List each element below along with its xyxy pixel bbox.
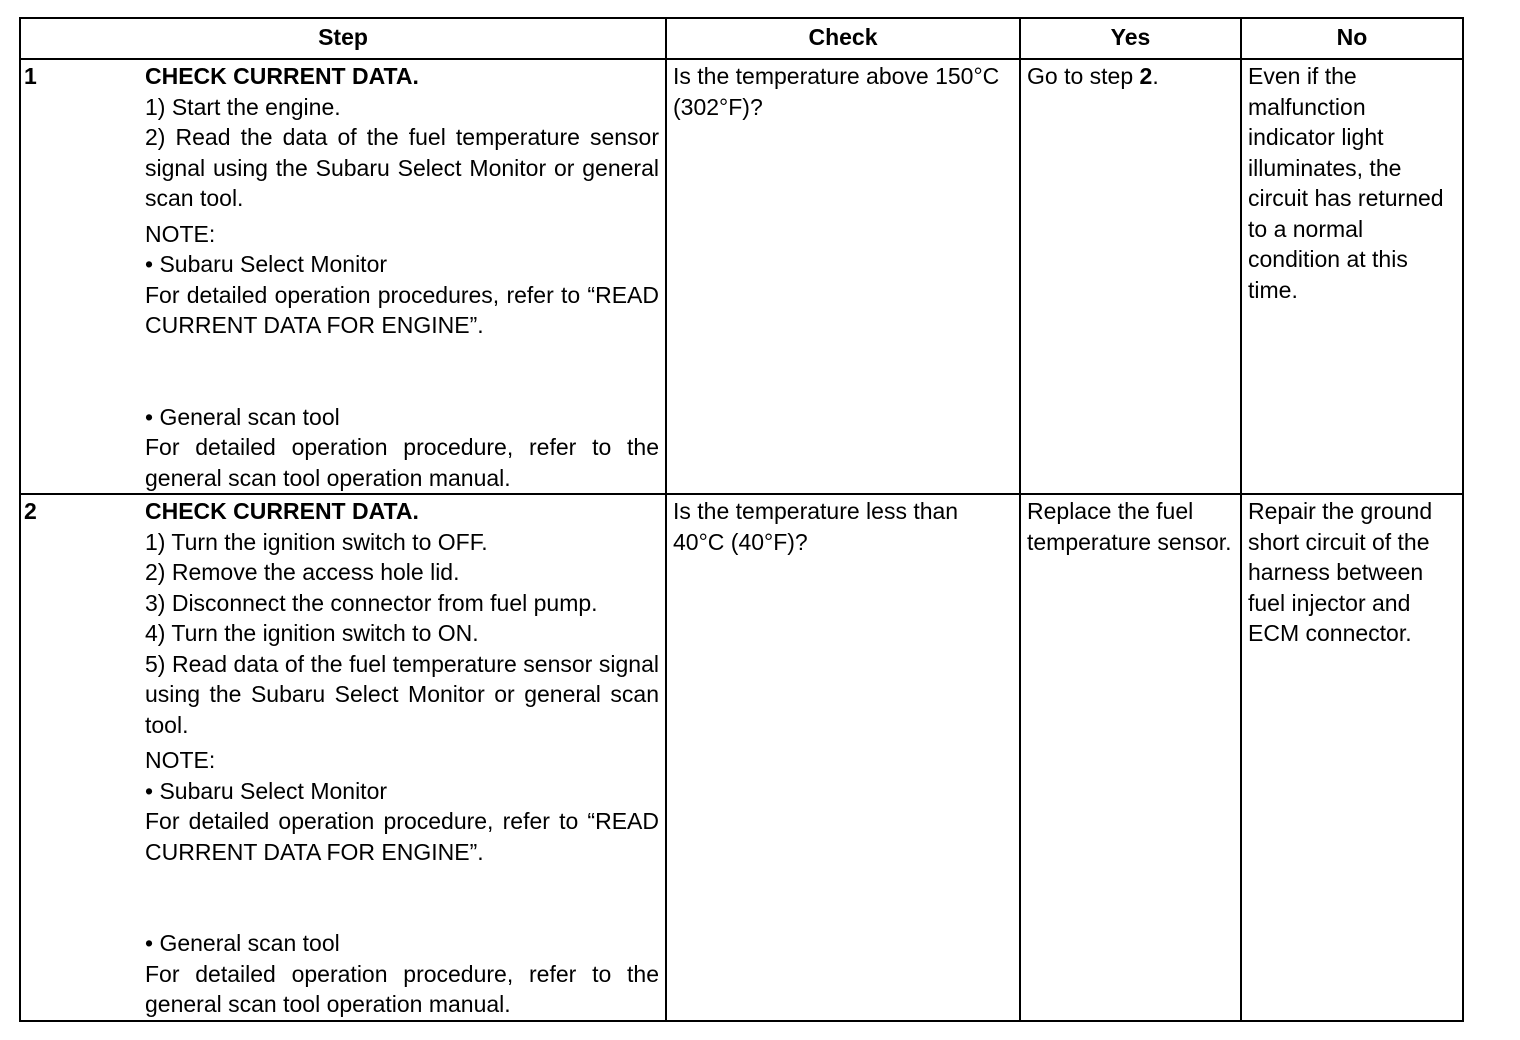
yes-suffix: . <box>1152 63 1159 89</box>
check-cell: Is the temperature less than 40°C (40°F)? <box>666 494 1020 1021</box>
instruction-item: 5) Read data of the fuel temperature sensor signal using the Subaru Select Monitor or general scan tool. <box>145 650 659 738</box>
yes-cell <box>1020 59 1241 494</box>
instruction-item: 4) Turn the ignition switch to ON. <box>145 620 479 646</box>
header-yes: Yes <box>1020 18 1241 59</box>
step-title: CHECK CURRENT DATA. <box>145 63 419 89</box>
note-label: NOTE: <box>145 220 216 247</box>
step-title: CHECK CURRENT DATA. <box>145 498 419 524</box>
bullet-item: • General scan tool <box>145 928 659 959</box>
table-header-row <box>20 18 1463 59</box>
instruction-item: 2) Read the data of the fuel temperature sensor signal using the Subaru Select Monitor or general scan tool. <box>145 124 659 211</box>
bullet-item: • Subaru Select Monitor <box>145 776 659 807</box>
note-label: NOTE: <box>145 747 216 773</box>
step-content <box>145 59 666 494</box>
instruction-item: 2) Remove the access hole lid. <box>145 559 460 585</box>
step-number: 1 <box>20 59 145 494</box>
note-text: For detailed operation procedures, refer to “READ CURRENT DATA FOR ENGINE”. <box>145 281 659 338</box>
check-cell: Is the temperature above 150°C (302°F)? <box>666 59 1020 494</box>
header-check: Check <box>666 18 1020 59</box>
note-text: For detailed operation procedure, refer to the general scan tool operation manual. <box>145 960 659 1017</box>
instruction-item: 1) Start the engine. <box>145 93 341 120</box>
note-text: For detailed operation procedure, refer to “READ CURRENT DATA FOR ENGINE”. <box>145 808 659 865</box>
yes-step-link: 2 <box>1139 63 1153 89</box>
instruction-item: 3) Disconnect the connector from fuel pump. <box>145 589 598 616</box>
header-step: Step <box>20 18 666 59</box>
bullet-item: • Subaru Select Monitor <box>145 249 659 280</box>
yes-prefix: Go to step <box>1027 63 1140 89</box>
step-number: 2 <box>20 494 145 1021</box>
no-cell: Even if the malfunction indicator light illuminates, the circuit has returned to a normal condition at this time. <box>1241 59 1463 494</box>
header-no: No <box>1241 18 1463 59</box>
table-row <box>20 59 1463 494</box>
note-text: For detailed operation procedure, refer to the general scan tool operation manual. <box>145 434 659 491</box>
no-cell: Repair the ground short circuit of the harness between fuel injector and ECM connector. <box>1241 494 1463 1021</box>
bullet-item: • General scan tool <box>145 402 659 433</box>
step-content <box>145 494 666 1021</box>
instruction-item: 1) Turn the ignition switch to OFF. <box>145 528 488 555</box>
yes-cell: Replace the fuel temperature sensor. <box>1020 494 1241 1021</box>
diagnostic-table <box>19 17 1464 1022</box>
table-row <box>20 494 1463 1021</box>
